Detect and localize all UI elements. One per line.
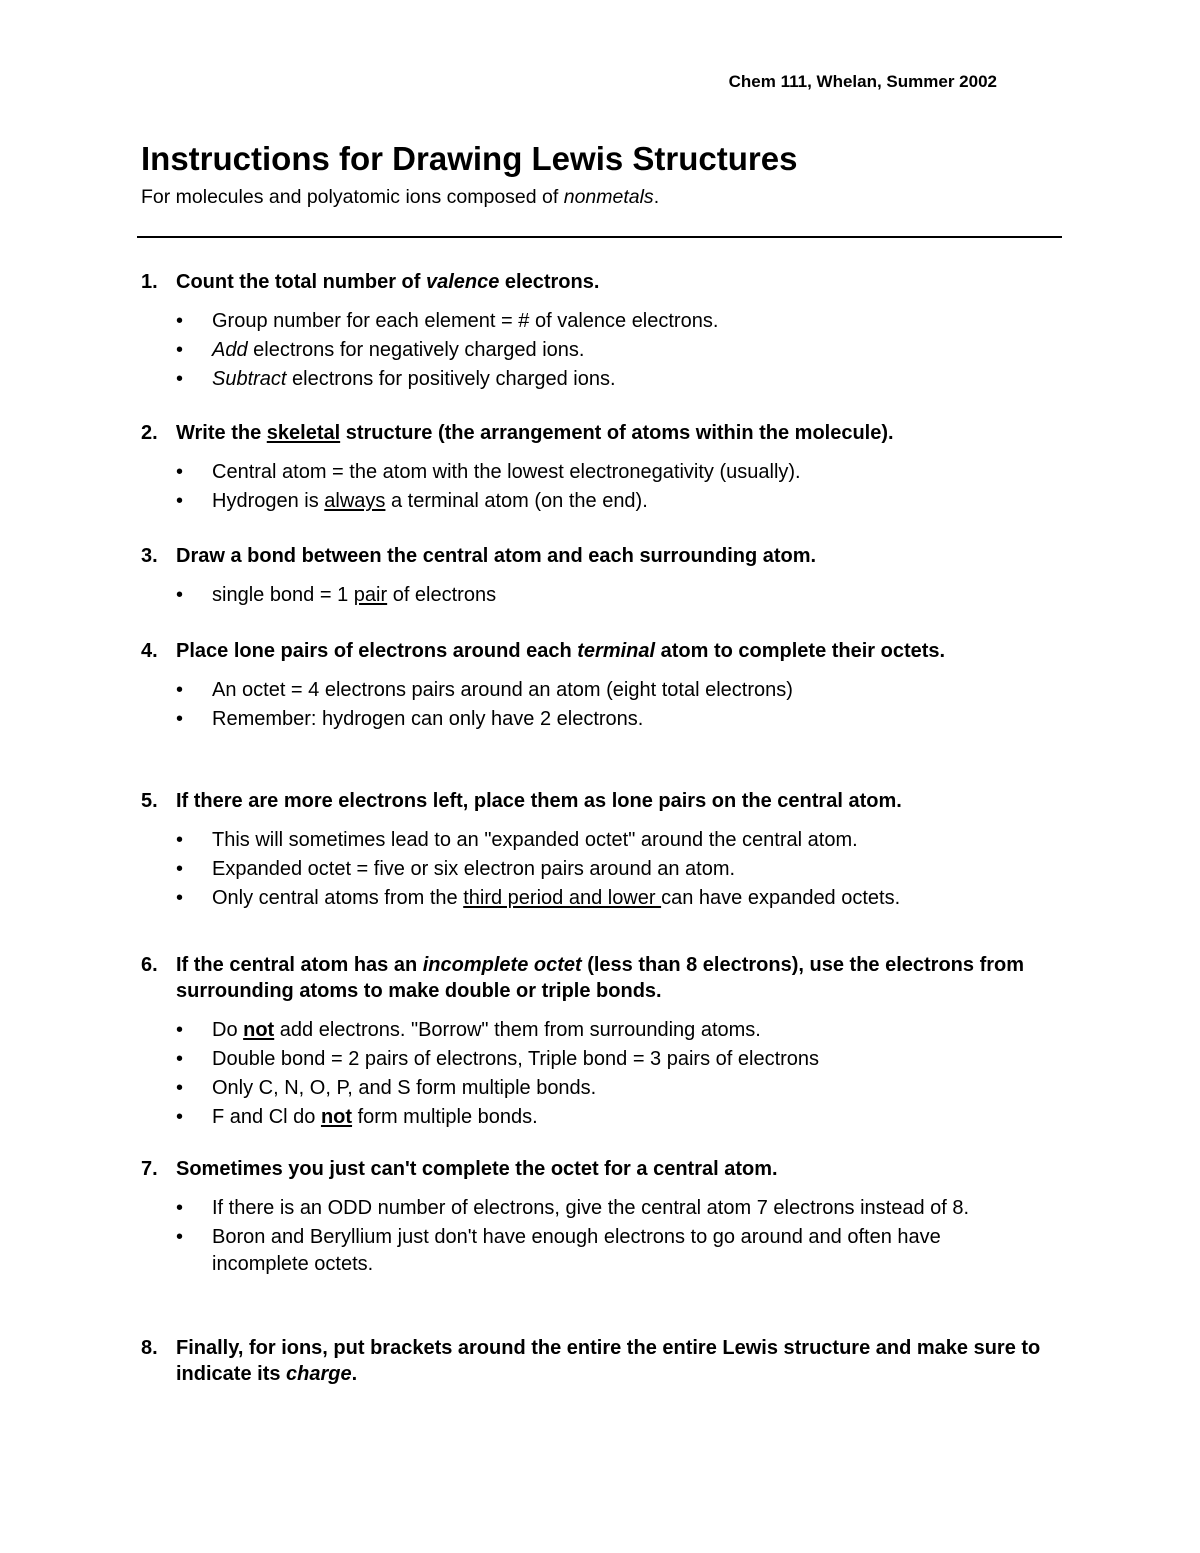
- step-heading-text: [176, 952, 1061, 1004]
- bullet-part: electrons for negatively charged ions.: [247, 339, 585, 361]
- bullet-text: [212, 308, 1061, 335]
- heading-emphasis: terminal: [577, 640, 656, 662]
- bullet-item: [141, 366, 1061, 393]
- bullet-text: [212, 885, 1061, 912]
- step-heading-text: [176, 638, 1061, 664]
- bullet-text: [212, 1046, 1061, 1073]
- step-3: [141, 543, 1061, 611]
- bullet-part: If there is an ODD number of electrons, give the central atom 7 electrons instead of 8.: [212, 1197, 970, 1219]
- heading-part: If the central atom has an: [176, 954, 423, 976]
- step-2: [141, 420, 1061, 517]
- bullet-text: [212, 1224, 1061, 1278]
- bullet-item: [141, 827, 1061, 854]
- title-divider: [137, 236, 1062, 238]
- bullet-icon: [141, 1195, 212, 1222]
- step-heading: [141, 952, 1061, 1004]
- bullet-part: F and Cl do: [212, 1106, 321, 1128]
- step-heading-text: [176, 420, 1061, 446]
- step-1: [141, 269, 1061, 395]
- bullet-text: [212, 459, 1061, 486]
- step-heading: [141, 543, 1061, 569]
- bullet-text: [212, 366, 1061, 393]
- bullet-icon: [141, 885, 212, 912]
- bullet-text: [212, 1017, 1061, 1044]
- heading-part: Write the: [176, 422, 267, 444]
- bullet-item: [141, 1017, 1061, 1044]
- step-heading-text: [176, 1156, 1061, 1182]
- bullet-text: [212, 827, 1061, 854]
- step-heading: [141, 638, 1061, 664]
- subtitle-end: .: [653, 186, 660, 208]
- step-heading: [141, 420, 1061, 446]
- heading-part: (less than 8 electrons), use the electrons from surrounding atoms to make double or triple bonds.: [176, 954, 1025, 1002]
- heading-emphasis: charge: [286, 1363, 352, 1385]
- bullet-item: [141, 1075, 1061, 1102]
- bullet-icon: [141, 827, 212, 854]
- bullet-list: [141, 677, 1061, 733]
- bullet-icon: [141, 1104, 212, 1131]
- bullet-item: [141, 488, 1061, 515]
- bullet-icon: [141, 1224, 212, 1278]
- bullet-icon: [141, 582, 212, 609]
- bullet-item: [141, 677, 1061, 704]
- bullet-icon: [141, 677, 212, 704]
- page-title: Instructions for Drawing Lewis Structures: [141, 140, 798, 177]
- page-subtitle: [141, 186, 659, 209]
- step-6: [141, 952, 1061, 1133]
- bullet-icon: [141, 1046, 212, 1073]
- step-number: 3.: [141, 545, 158, 567]
- bullet-part: Double bond = 2 pairs of electrons, Triple bond = 3 pairs of electrons: [212, 1048, 820, 1070]
- bullet-part: of electrons: [387, 584, 497, 606]
- bullet-item: [141, 1046, 1061, 1073]
- step-number: 8.: [141, 1337, 158, 1359]
- bullet-item: [141, 706, 1061, 733]
- step-heading: [141, 788, 1061, 814]
- bullet-text: [212, 488, 1061, 515]
- heading-part: atom to complete their octets.: [655, 640, 946, 662]
- step-number: 5.: [141, 790, 158, 812]
- bullet-item: [141, 582, 1061, 609]
- subtitle-emphasis: nonmetals: [563, 186, 654, 208]
- bullet-emphasis: Add: [212, 339, 248, 361]
- bullet-icon: [141, 488, 212, 515]
- bullet-part: single bond = 1: [212, 584, 354, 606]
- bullet-emphasis: Subtract: [212, 368, 287, 390]
- heading-part: Draw a bond between the central atom and each surrounding atom.: [176, 545, 817, 567]
- bullet-item: [141, 1195, 1061, 1222]
- step-heading-text: [176, 1335, 1061, 1387]
- step-number: 2.: [141, 422, 158, 444]
- bullet-icon: [141, 706, 212, 733]
- bullet-part: a terminal atom (on the end).: [385, 490, 648, 512]
- bullet-bold-underline: not: [243, 1019, 275, 1041]
- bullet-part: add electrons. "Borrow" them from surrounding atoms.: [274, 1019, 761, 1041]
- step-heading-text: [176, 788, 1061, 814]
- bullet-part: An octet = 4 electrons pairs around an atom (eight total electrons): [212, 679, 793, 701]
- bullet-part: Hydrogen is: [212, 490, 325, 512]
- bullet-icon: [141, 1075, 212, 1102]
- bullet-list: [141, 1017, 1061, 1131]
- step-heading: [141, 1156, 1061, 1182]
- step-number: 4.: [141, 640, 158, 662]
- bullet-part: Remember: hydrogen can only have 2 electrons.: [212, 708, 644, 730]
- bullet-underline: always: [324, 490, 386, 512]
- bullet-list: [141, 308, 1061, 393]
- bullet-list: [141, 1195, 1061, 1278]
- bullet-part: Expanded octet = five or six electron pairs around an atom.: [212, 858, 736, 880]
- bullet-item: [141, 885, 1061, 912]
- bullet-part: This will sometimes lead to an "expanded octet" around the central atom.: [212, 829, 858, 851]
- bullet-item: [141, 308, 1061, 335]
- heading-part: Finally, for ions, put brackets around the entire the entire Lewis structure and make sure to indicate its: [176, 1337, 1041, 1385]
- bullet-part: Group number for each element = # of valence electrons.: [212, 310, 719, 332]
- bullet-icon: [141, 308, 212, 335]
- bullet-part: form multiple bonds.: [352, 1106, 538, 1128]
- bullet-underline: third period and lower: [463, 887, 662, 909]
- step-heading-text: [176, 543, 1061, 569]
- subtitle-text: For molecules and polyatomic ions composed of: [141, 186, 564, 208]
- bullet-text: [212, 856, 1061, 883]
- bullet-part: Central atom = the atom with the lowest electronegativity (usually).: [212, 461, 801, 483]
- bullet-item: [141, 1224, 1061, 1278]
- bullet-item: [141, 856, 1061, 883]
- heading-part: Sometimes you just can't complete the octet for a central atom.: [176, 1158, 778, 1180]
- bullet-icon: [141, 459, 212, 486]
- heading-part: .: [351, 1363, 358, 1385]
- course-header: Chem 111, Whelan, Summer 2002: [728, 72, 997, 91]
- step-number: 7.: [141, 1158, 158, 1180]
- bullet-text: [212, 1195, 1061, 1222]
- bullet-item: [141, 1104, 1061, 1131]
- bullet-list: [141, 582, 1061, 609]
- bullet-icon: [141, 366, 212, 393]
- bullet-list: [141, 459, 1061, 515]
- bullet-underline: pair: [353, 584, 388, 606]
- bullet-text: [212, 337, 1061, 364]
- bullet-text: [212, 1075, 1061, 1102]
- heading-emphasis: valence: [425, 271, 500, 293]
- bullet-list: [141, 827, 1061, 912]
- bullet-part: electrons for positively charged ions.: [286, 368, 616, 390]
- heading-part: Count the total number of: [176, 271, 426, 293]
- heading-part: If there are more electrons left, place them as lone pairs on the central atom.: [176, 790, 902, 812]
- step-heading: [141, 269, 1061, 295]
- bullet-icon: [141, 1017, 212, 1044]
- bullet-text: [212, 582, 1061, 609]
- bullet-text: [212, 677, 1061, 704]
- bullet-part: Only central atoms from the: [212, 887, 464, 909]
- bullet-text: [212, 706, 1061, 733]
- step-heading: [141, 1335, 1061, 1387]
- bullet-bold-underline: not: [320, 1106, 353, 1128]
- step-number: 6.: [141, 954, 158, 976]
- heading-part: electrons.: [499, 271, 600, 293]
- heading-emphasis: incomplete octet: [422, 954, 582, 976]
- step-5: [141, 788, 1061, 914]
- bullet-part: Boron and Beryllium just don't have enough electrons to go around and often have incomplete octets.: [212, 1226, 941, 1275]
- heading-part: Place lone pairs of electrons around each: [176, 640, 578, 662]
- bullet-item: [141, 337, 1061, 364]
- step-4: [141, 638, 1061, 735]
- heading-underline: skeletal: [266, 422, 341, 444]
- step-8: [141, 1335, 1061, 1387]
- bullet-part: Do: [212, 1019, 244, 1041]
- bullet-part: can have expanded octets.: [661, 887, 901, 909]
- step-heading-text: [176, 269, 1061, 295]
- step-7: [141, 1156, 1061, 1280]
- bullet-text: [212, 1104, 1061, 1131]
- bullet-part: Only C, N, O, P, and S form multiple bonds.: [212, 1077, 597, 1099]
- bullet-icon: [141, 856, 212, 883]
- heading-part: structure (the arrangement of atoms within the molecule).: [340, 422, 894, 444]
- bullet-icon: [141, 337, 212, 364]
- bullet-item: [141, 459, 1061, 486]
- step-number: 1.: [141, 271, 158, 293]
